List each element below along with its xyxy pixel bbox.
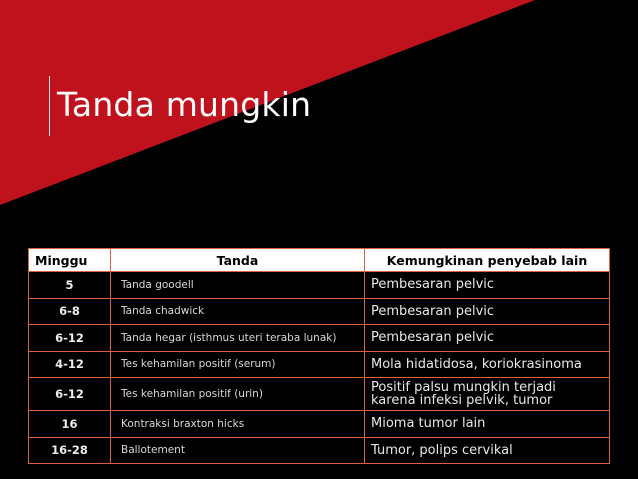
header-tanda: Tanda bbox=[111, 249, 365, 272]
table-row bbox=[29, 298, 610, 325]
table-header-row bbox=[29, 249, 610, 272]
cell-penyebab: Pembesaran pelvic bbox=[365, 298, 610, 325]
cell-tanda: Ballotement bbox=[111, 437, 365, 464]
signs-table bbox=[28, 248, 610, 464]
cell-tanda: Tanda hegar (isthmus uteri teraba lunak) bbox=[111, 325, 365, 352]
cell-tanda: Tes kehamilan positif (urin) bbox=[111, 378, 365, 411]
table-row bbox=[29, 325, 610, 352]
table-row bbox=[29, 378, 610, 411]
slide-title: Tanda mungkin bbox=[57, 85, 312, 124]
title-divider bbox=[49, 76, 50, 136]
cell-penyebab: Mioma tumor lain bbox=[365, 411, 610, 438]
cell-penyebab: Pembesaran pelvic bbox=[365, 272, 610, 299]
cell-penyebab: Tumor, polips cervikal bbox=[365, 437, 610, 464]
table-row bbox=[29, 351, 610, 378]
header-penyebab: Kemungkinan penyebab lain bbox=[365, 249, 610, 272]
cell-penyebab: Pembesaran pelvic bbox=[365, 325, 610, 352]
table-row bbox=[29, 411, 610, 438]
cell-tanda: Tes kehamilan positif (serum) bbox=[111, 351, 365, 378]
cell-minggu: 5 bbox=[29, 272, 111, 299]
cell-minggu: 6-12 bbox=[29, 378, 111, 411]
table-row bbox=[29, 437, 610, 464]
cell-tanda: Tanda goodell bbox=[111, 272, 365, 299]
cell-minggu: 6-8 bbox=[29, 298, 111, 325]
cell-tanda: Tanda chadwick bbox=[111, 298, 365, 325]
cell-minggu: 4-12 bbox=[29, 351, 111, 378]
cell-penyebab: Mola hidatidosa, koriokrasinoma bbox=[365, 351, 610, 378]
cell-penyebab: Positif palsu mungkin terjadi karena infeksi pelvik, tumor bbox=[365, 378, 610, 411]
cell-minggu: 6-12 bbox=[29, 325, 111, 352]
header-minggu: Minggu bbox=[29, 249, 111, 272]
cell-tanda: Kontraksi braxton hicks bbox=[111, 411, 365, 438]
cell-minggu: 16 bbox=[29, 411, 111, 438]
table-row bbox=[29, 272, 610, 299]
cell-minggu: 16-28 bbox=[29, 437, 111, 464]
